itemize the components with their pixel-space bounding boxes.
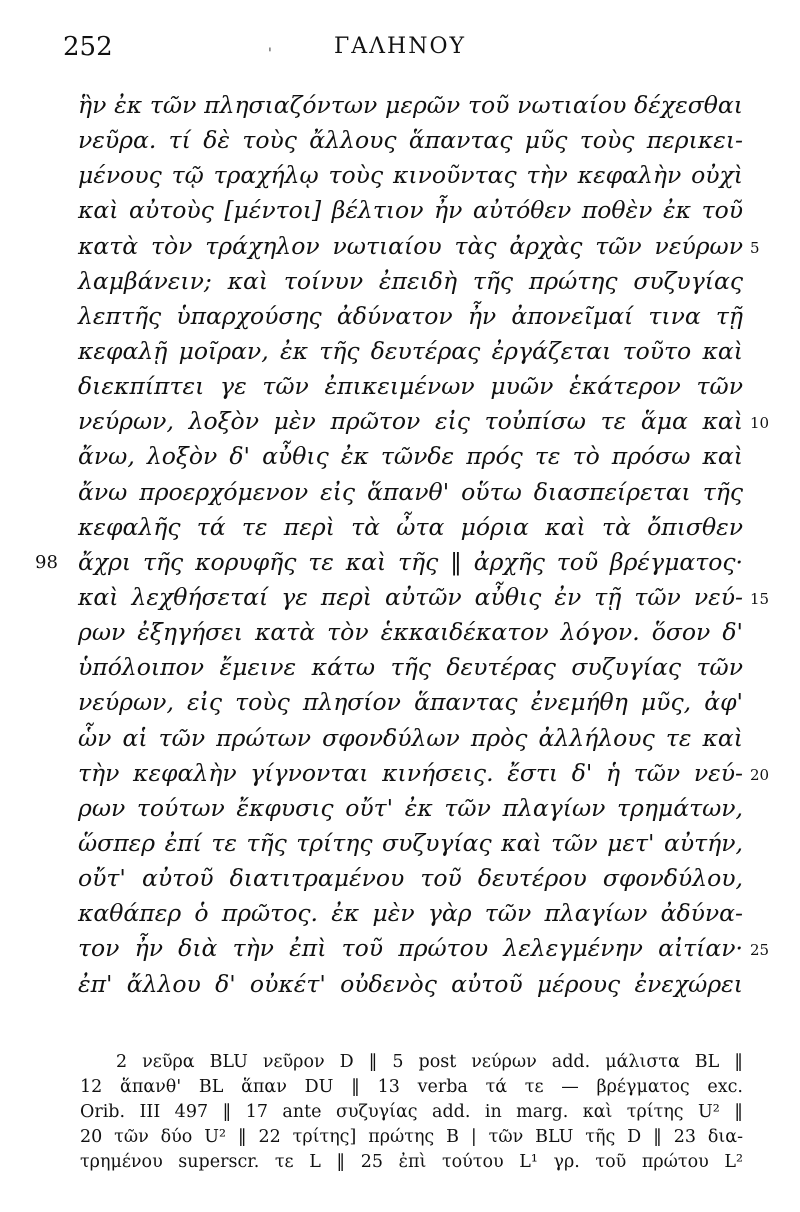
text-line: [78, 685, 743, 720]
text-line-content: ἣν ἐκ τῶν πλησιαζόντων μερῶν τοῦ νωτιαίου δέχεσθαι: [78, 91, 743, 119]
text-line: [78, 931, 770, 966]
text-line-content: καθάπερ ὁ πρῶτος. ἐκ μὲν γὰρ τῶν πλαγίων ἀδύνα-: [78, 899, 743, 928]
text-line: [78, 264, 743, 299]
text-line-content: ἄνω προερχόμενον εἰς ἅπανθ' οὕτω διασπείρεται τῆς: [78, 477, 743, 506]
text-line-content: κατὰ τὸν τράχηλον νωτιαίου τὰς ἀρχὰς τῶν νεύρων: [78, 231, 743, 260]
text-line: [78, 193, 743, 228]
text-line-content: τὴν κεφαλὴν γίγνονται κινήσεις. ἔστι δ' ἡ τῶν νεύ-: [78, 758, 743, 787]
text-line: [78, 123, 743, 158]
greek-main-text: [35, 88, 770, 1002]
text-line: [78, 861, 743, 896]
text-line: [78, 615, 743, 650]
text-line-content: λεπτῆς ὑπαρχούσης ἀδύνατον ἦν ἀπονεῖμαί τινα τῇ: [78, 301, 743, 330]
running-head: ΓΑΛΗΝΟΥ: [333, 34, 467, 59]
text-line-content: νεύρων, λοξὸν μὲν πρῶτον εἰς τοὐπίσω τε ἅμα καὶ: [78, 407, 743, 436]
text-line: [78, 756, 770, 791]
text-line-content: ἄχρι τῆς κορυφῆς τε καὶ τῆς ‖ ἀρχῆς τοῦ βρέγματος·: [78, 547, 743, 576]
text-line: [78, 334, 743, 369]
page-number: 252: [63, 32, 113, 62]
text-line: [78, 826, 743, 861]
apparatus-line: Orib. III 497 ‖ 17 ante συζυγίας add. in marg. καὶ τρίτης U² ‖: [80, 1102, 743, 1122]
text-line-content: κεφαλῆς τά τε περὶ τὰ ὦτα μόρια καὶ τὰ ὄπισθεν: [78, 512, 743, 541]
critical-apparatus: [80, 1050, 743, 1175]
line-number: 25: [750, 941, 770, 960]
text-line: [78, 88, 743, 123]
text-line: [78, 475, 743, 510]
line-number: 5: [750, 238, 760, 257]
text-line-content: ρων τούτων ἔκφυσις οὔτ' ἐκ τῶν πλαγίων τρημάτων,: [78, 793, 743, 822]
text-line: [78, 158, 743, 193]
text-line: [78, 299, 743, 334]
text-line-content: λαμβάνειν; καὶ τοίνυν ἐπειδὴ τῆς πρώτης συζυγίας: [78, 266, 743, 295]
text-line-content: μένους τῷ τραχήλῳ τοὺς κινοῦντας τὴν κεφαλὴν οὐχὶ: [78, 161, 743, 190]
line-number: 20: [750, 765, 770, 784]
apparatus-line: 12 ἅπανθ' BL ἅπαν DU ‖ 13 verba τά τε — βρέγματος exc.: [80, 1077, 743, 1097]
text-line-content: καὶ αὐτοὺς [μέντοι] βέλτιον ἦν αὐτόθεν ποθὲν ἐκ τοῦ: [78, 196, 743, 225]
text-line-content: ὧν αἱ τῶν πρώτων σφονδύλων πρὸς ἀλλήλους τε καὶ: [78, 723, 743, 752]
text-line-content: ὑπόλοιπον ἔμεινε κάτω τῆς δευτέρας συζυγίας τῶν: [78, 653, 743, 682]
text-line-content: οὔτ' αὐτοῦ διατιτραμένου τοῦ δευτέρου σφονδύλου,: [78, 864, 743, 893]
text-line: [78, 650, 743, 685]
text-line: [78, 229, 760, 264]
text-line: [35, 545, 743, 580]
text-line-content: νεῦρα. τί δὲ τοὺς ἄλλους ἅπαντας μῦς τοὺς περικει-: [78, 126, 743, 155]
line-number: 10: [750, 414, 770, 433]
text-line: [78, 791, 743, 826]
apparatus-line: τρημένου superscr. τε L ‖ 25 ἐπὶ τούτου L¹ γρ. τοῦ πρώτου L²: [80, 1152, 743, 1172]
margin-page-reference: 98: [35, 551, 58, 573]
text-line: [78, 439, 743, 474]
text-line: [78, 369, 743, 404]
text-line-content: κεφαλῇ μοῖραν, ἐκ τῆς δευτέρας ἐργάζεται τοῦτο καὶ: [78, 336, 743, 365]
text-line: [78, 510, 743, 545]
page-header: [0, 32, 800, 72]
stray-mark: ': [268, 46, 272, 62]
text-line-content: καὶ λεχθήσεταί γε περὶ αὐτῶν αὖθις ἐν τῇ τῶν νεύ-: [78, 582, 743, 611]
apparatus-line: 20 τῶν δύο U² ‖ 22 τρίτης] πρώτης B | τῶν BLU τῆς D ‖ 23 δια-: [80, 1127, 743, 1147]
text-line-content: ἄνω, λοξὸν δ' αὖθις ἐκ τῶνδε πρός τε τὸ πρόσω καὶ: [78, 442, 743, 471]
text-line-content: τον ἦν διὰ τὴν ἐπὶ τοῦ πρώτου λελεγμένην αἰτίαν·: [78, 934, 743, 963]
text-line: [78, 721, 743, 756]
text-line-content: ὥσπερ ἐπί τε τῆς τρίτης συζυγίας καὶ τῶν μετ' αὐτήν,: [78, 828, 743, 857]
text-line-content: ρων ἐξηγήσει κατὰ τὸν ἑκκαιδέκατον λόγον. ὅσον δ': [78, 618, 743, 647]
text-line: [78, 580, 770, 615]
text-line: [78, 896, 743, 931]
text-line-content: νεύρων, εἰς τοὺς πλησίον ἅπαντας ἐνεμήθη μῦς, ἀφ': [78, 688, 743, 717]
text-line-content: διεκπίπτει γε τῶν ἐπικειμένων μυῶν ἑκάτερον τῶν: [78, 372, 743, 401]
apparatus-line: 2 νεῦρα BLU νεῦρον D ‖ 5 post νεύρων add. μάλιστα BL ‖: [116, 1052, 743, 1072]
text-line: [78, 404, 770, 439]
text-line: [78, 967, 743, 1002]
text-line-content: ἐπ' ἄλλου δ' οὐκέτ' οὐδενὸς αὐτοῦ μέρους ἐνεχώρει: [78, 969, 743, 998]
line-number: 15: [750, 589, 770, 608]
